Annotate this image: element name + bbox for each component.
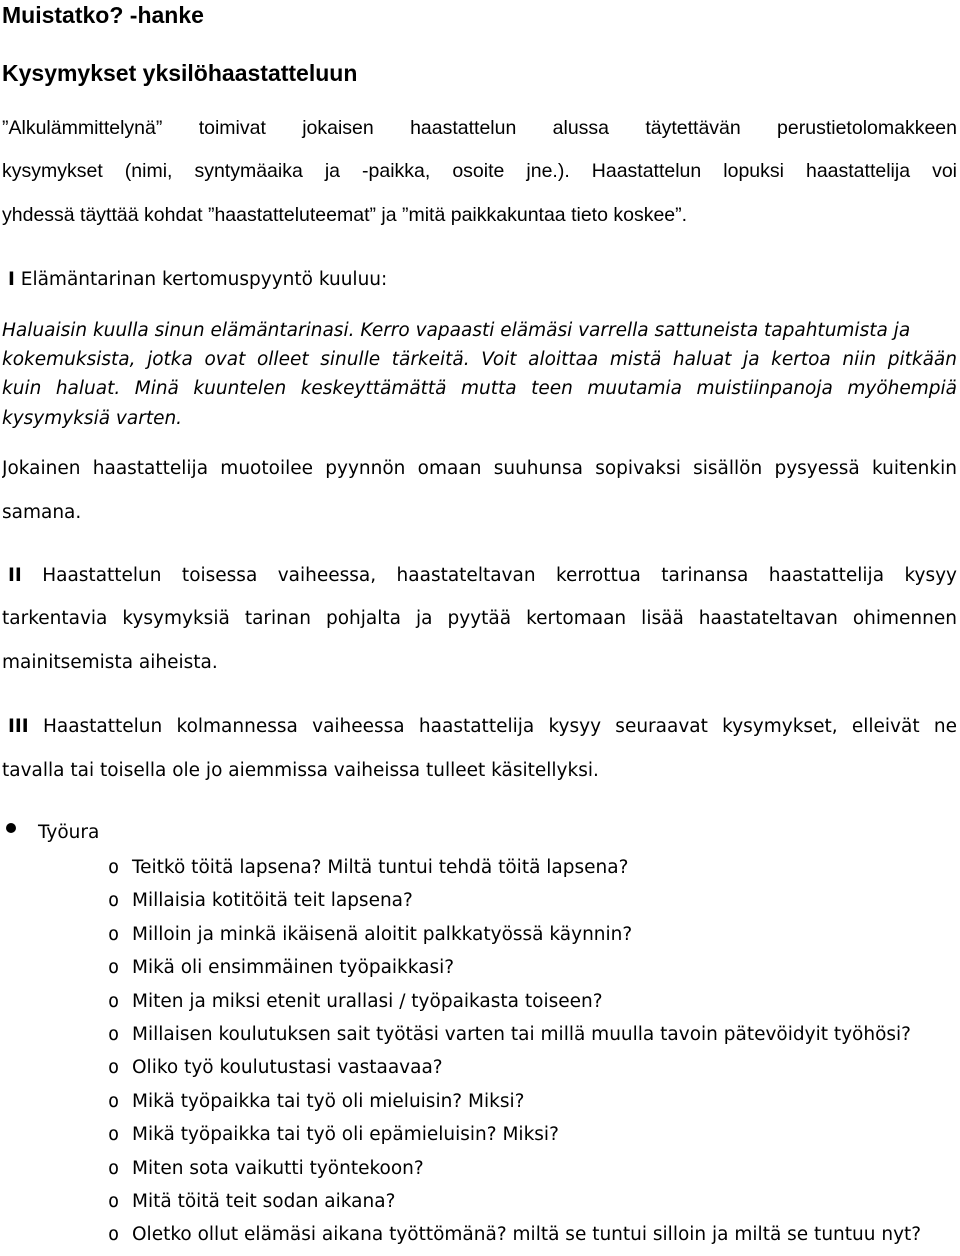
circle-bullet-icon: o <box>108 957 120 979</box>
question-text: Oliko työ koulutustasi vastaavaa? <box>132 1057 443 1079</box>
section-3-line: tavalla tai toisella ole jo aiemmissa vaiheissa tulleet käsitellyksi. <box>2 760 599 781</box>
list-item <box>108 1122 921 1155</box>
circle-bullet-icon: o <box>108 1224 120 1246</box>
circle-bullet-icon: o <box>108 1157 120 1179</box>
question-text: Oletko ollut elämäsi aikana työttömänä? miltä se tuntui silloin ja miltä se tuntuu nyt? <box>132 1224 922 1246</box>
section-3-text: Haastattelun kolmannessa vaiheessa haastattelija kysyy seuraavat kysymykset, elleivät ne <box>28 716 957 737</box>
question-list <box>108 855 921 1256</box>
prompt-line: kuin haluat. Minä kuuntelen keskeyttämättä mutta teen muutamia muistiinpanoja myöhempiä <box>2 378 957 399</box>
intro-line: yhdessä täyttää kohdat ”haastatteluteemat” ja ”mitä paikkakuntaa tieto koskee”. <box>2 204 688 226</box>
list-item <box>108 1156 921 1189</box>
list-item <box>108 989 921 1022</box>
section-2-line <box>2 563 957 589</box>
prompt-line: kokemuksista, jotka ovat olleet sinulle tärkeitä. Voit aloittaa mistä haluat ja kertoa niin pitkään <box>2 349 957 370</box>
section-2-numeral: II <box>8 565 22 586</box>
circle-bullet-icon: o <box>108 857 120 878</box>
section-1-heading-text: Elämäntarinan kertomuspyyntö kuuluu: <box>14 269 388 290</box>
list-item <box>108 955 921 988</box>
question-text: Millaisia kotitöitä teit lapsena? <box>132 890 413 912</box>
question-text: Millaisen koulutuksen sait työtäsi varten tai millä muulla tavoin pätevöidyit työhösi? <box>132 1023 912 1045</box>
question-text: Mitä töitä teit sodan aikana? <box>132 1190 396 1212</box>
section-1-heading <box>8 267 387 293</box>
list-item <box>108 855 921 888</box>
question-text: Milloin ja minkä ikäisenä aloitit palkkatyössä käynnin? <box>132 923 633 945</box>
list-item <box>108 888 921 921</box>
question-text: Mikä työpaikka tai työ oli epämieluisin? Miksi? <box>132 1124 559 1146</box>
circle-bullet-icon: o <box>108 1023 120 1045</box>
question-text: Teitkö töitä lapsena? Miltä tuntui tehdä töitä lapsena? <box>132 857 629 878</box>
list-item <box>108 1189 921 1222</box>
circle-bullet-icon: o <box>108 1057 120 1079</box>
document-subtitle: Kysymykset yksilöhaastatteluun <box>2 60 358 86</box>
list-item <box>108 1055 921 1088</box>
intro-line: kysymykset (nimi, syntymäaika ja -paikka, osoite jne.). Haastattelun lopuksi haastattelija voi <box>2 160 957 182</box>
list-item <box>108 1222 921 1255</box>
question-text: Miten ja miksi etenit urallasi / työpaikasta toiseen? <box>132 990 603 1012</box>
list-item <box>108 922 921 955</box>
section-3-line <box>2 714 957 740</box>
circle-bullet-icon: o <box>108 890 120 912</box>
question-text: Miten sota vaikutti työntekoon? <box>132 1157 424 1179</box>
section-1-numeral: I <box>8 269 15 290</box>
section-2-line: mainitsemista aiheista. <box>2 652 218 673</box>
topic-label: Työura <box>38 822 100 843</box>
section-2-line: tarkentavia kysymyksiä tarinan pohjalta ja pyytää kertomaan lisää haastateltavan ohimennen <box>2 608 957 629</box>
note-line: samana. <box>2 502 82 523</box>
circle-bullet-icon: o <box>108 1090 120 1112</box>
circle-bullet-icon: o <box>108 1124 120 1146</box>
circle-bullet-icon: o <box>108 990 120 1012</box>
question-text: Mikä oli ensimmäinen työpaikkasi? <box>132 957 455 979</box>
document-title: Muistatko? -hanke <box>2 2 204 28</box>
bullet-icon <box>6 823 16 833</box>
list-item <box>108 1089 921 1122</box>
section-3-numeral: III <box>8 716 29 737</box>
prompt-line: kysymyksiä varten. <box>2 408 183 429</box>
intro-line: ”Alkulämmittelynä” toimivat jokaisen haastattelun alussa täytettävän perustietolomakkeen <box>2 117 957 139</box>
circle-bullet-icon: o <box>108 1190 120 1212</box>
list-item <box>108 1022 921 1055</box>
prompt-line: Haluaisin kuulla sinun elämäntarinasi. Kerro vapaasti elämäsi varrella sattuneista tapahtumista ja <box>2 320 911 341</box>
section-2-text: Haastattelun toisessa vaiheessa, haastateltavan kerrottua tarinansa haastattelija kysyy <box>21 565 957 586</box>
question-text: Mikä työpaikka tai työ oli mieluisin? Miksi? <box>132 1090 525 1112</box>
note-line: Jokainen haastattelija muotoilee pyynnön omaan suuhunsa sopivaksi sisällön pysyessä kuitenkin <box>2 458 957 479</box>
circle-bullet-icon: o <box>108 923 120 945</box>
